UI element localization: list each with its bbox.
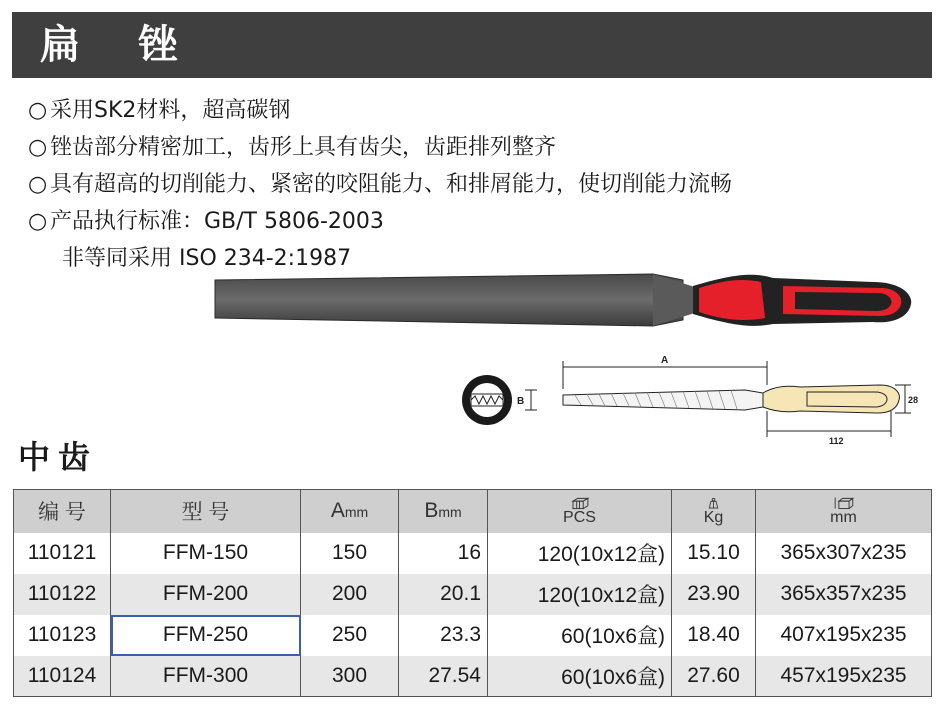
table-row[interactable]: [14, 656, 932, 697]
cell-kg: 15.10: [672, 533, 756, 574]
dimension-drawing: [455, 345, 925, 450]
feature-text: 采用SK2材料，超高碳钢: [50, 98, 291, 123]
header-code: 编 号: [14, 490, 111, 533]
cell-code: 110123: [14, 615, 111, 656]
header-size: mm: [756, 490, 932, 533]
header-model: 型 号: [111, 490, 301, 533]
weight-icon: [678, 496, 749, 510]
table-row[interactable]: [14, 574, 932, 615]
cell-a: 250: [301, 615, 399, 656]
feature-item: [28, 92, 928, 129]
header-b: Bmm: [399, 490, 488, 533]
cell-model[interactable]: FFM-150: [111, 533, 301, 574]
cell-pcs: 60(10x6盒): [488, 656, 672, 697]
cell-model[interactable]: FFM-200: [111, 574, 301, 615]
feature-text: 锉齿部分精密加工，齿形上具有齿尖，齿距排列整齐: [50, 135, 557, 160]
cell-size: 365x307x235: [756, 533, 932, 574]
feature-list: [28, 92, 928, 277]
cell-b: 27.54: [399, 656, 488, 697]
table-row[interactable]: [14, 533, 932, 574]
feature-text: 产品执行标准：GB/T 5806-2003: [50, 209, 384, 234]
circle-bullet-icon: ○: [28, 135, 48, 160]
feature-item: [28, 129, 928, 166]
cell-kg: 23.90: [672, 574, 756, 615]
feature-continuation: 非等同采用 ISO 234-2:1987: [62, 246, 352, 271]
label-112: 112: [829, 436, 844, 446]
cell-model-selected[interactable]: FFM-250: [111, 615, 301, 656]
page-title: 扁 锉: [12, 12, 932, 78]
cross-section-icon: [462, 375, 512, 425]
cell-b: 20.1: [399, 574, 488, 615]
cell-pcs: 120(10x12盒): [488, 574, 672, 615]
cell-size: 407x195x235: [756, 615, 932, 656]
label-28: 28: [908, 395, 919, 405]
box-icon: [494, 496, 665, 510]
cell-code: 110124: [14, 656, 111, 697]
label-b: B: [517, 396, 525, 407]
flat-file-photo: [213, 268, 913, 338]
circle-bullet-icon: ○: [28, 172, 48, 197]
cell-kg: 18.40: [672, 615, 756, 656]
cell-code: 110121: [14, 533, 111, 574]
cell-a: 200: [301, 574, 399, 615]
header-a: Amm: [301, 490, 399, 533]
cell-model[interactable]: FFM-300: [111, 656, 301, 697]
feature-item: [28, 166, 928, 203]
cell-kg: 27.60: [672, 656, 756, 697]
cell-size: 365x357x235: [756, 574, 932, 615]
cell-code: 110122: [14, 574, 111, 615]
header-kg: Kg: [672, 490, 756, 533]
cell-size: 457x195x235: [756, 656, 932, 697]
circle-bullet-icon: ○: [28, 98, 48, 123]
cell-a: 150: [301, 533, 399, 574]
header-pcs: PCS: [488, 490, 672, 533]
feature-item: [28, 203, 928, 240]
feature-text: 具有超高的切削能力、紧密的咬阻能力、和排屑能力，使切削能力流畅: [50, 172, 733, 197]
cell-pcs: 60(10x6盒): [488, 615, 672, 656]
cell-a: 300: [301, 656, 399, 697]
section-title: 中齿: [18, 438, 99, 476]
cell-b: 23.3: [399, 615, 488, 656]
circle-bullet-icon: ○: [28, 209, 48, 234]
carton-icon: [762, 496, 925, 510]
table-header-row: [14, 490, 932, 533]
label-a: A: [661, 355, 669, 366]
cell-pcs: 120(10x12盒): [488, 533, 672, 574]
table-row[interactable]: [14, 615, 932, 656]
cell-b: 16: [399, 533, 488, 574]
spec-table: [13, 489, 932, 697]
